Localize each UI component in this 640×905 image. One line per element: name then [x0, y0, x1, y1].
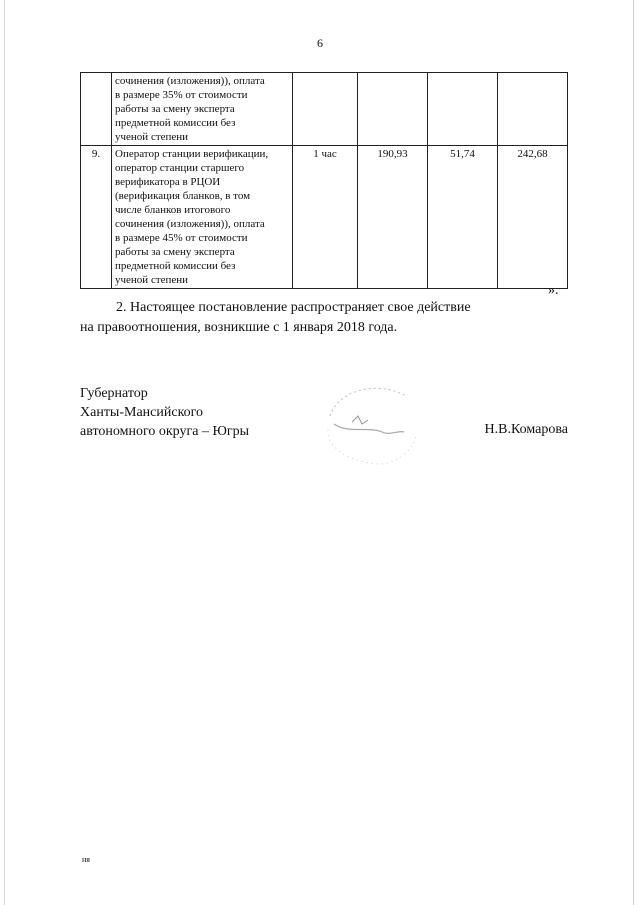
row-description: [112, 73, 293, 146]
paragraph-line: [80, 298, 568, 318]
page-edge-left: [4, 0, 5, 905]
desc-line: сочинения (изложения)), оплата: [115, 218, 265, 230]
desc-line: в размере 35% от стоимости: [115, 89, 248, 101]
desc-line: (верификация бланков, в том: [115, 190, 251, 202]
paragraph-2: [80, 298, 568, 338]
row-value-3: [498, 73, 568, 146]
row-value-2: 51,74: [428, 146, 498, 289]
signature-title-line: автономного округа – Югры: [80, 424, 249, 439]
signature-stamp-icon: [308, 372, 428, 472]
desc-line: предметной комиссии без: [115, 260, 236, 272]
desc-line: числе бланков итогового: [115, 204, 231, 216]
signer-name: Н.В.Комарова: [484, 422, 568, 437]
paragraph-line: на правоотношения, возникшие с 1 января 2018 года.: [80, 320, 398, 335]
row-unit: [293, 73, 358, 146]
row-value-1: [358, 73, 428, 146]
desc-line: ученой степени: [115, 131, 189, 143]
desc-line: сочинения (изложения)), оплата: [115, 75, 265, 87]
row-number: 9.: [81, 146, 112, 289]
footer-code: ня: [82, 855, 90, 864]
table-row: [81, 73, 568, 146]
row-value-2: [428, 73, 498, 146]
desc-line: верификатора в РЦОИ: [115, 176, 221, 188]
row-value-3: 242,68: [498, 146, 568, 289]
desc-line: в размере 45% от стоимости: [115, 232, 248, 244]
rates-table: [80, 72, 568, 289]
page-number: 6: [317, 36, 323, 50]
signature-title-line: Губернатор: [80, 386, 148, 401]
desc-line: работы за смену эксперта: [115, 103, 235, 115]
row-value-1: 190,93: [358, 146, 428, 289]
page-edge-right: [633, 0, 634, 905]
table-row: [81, 146, 568, 289]
desc-line: оператор станции старшего: [115, 162, 245, 174]
row-description: [112, 146, 293, 289]
desc-line: работы за смену эксперта: [115, 246, 235, 258]
closing-quote: ».: [548, 283, 559, 298]
signature-title: [80, 384, 249, 441]
paragraph-text: 2. Настоящее постановление распространяет свое действие: [116, 300, 471, 315]
desc-line: предметной комиссии без: [115, 117, 236, 129]
desc-line: Оператор станции верификации,: [115, 148, 269, 160]
desc-line: ученой степени: [115, 274, 189, 286]
row-number: [81, 73, 112, 146]
signature-title-line: Ханты-Мансийского: [80, 405, 204, 420]
row-unit: 1 час: [293, 146, 358, 289]
